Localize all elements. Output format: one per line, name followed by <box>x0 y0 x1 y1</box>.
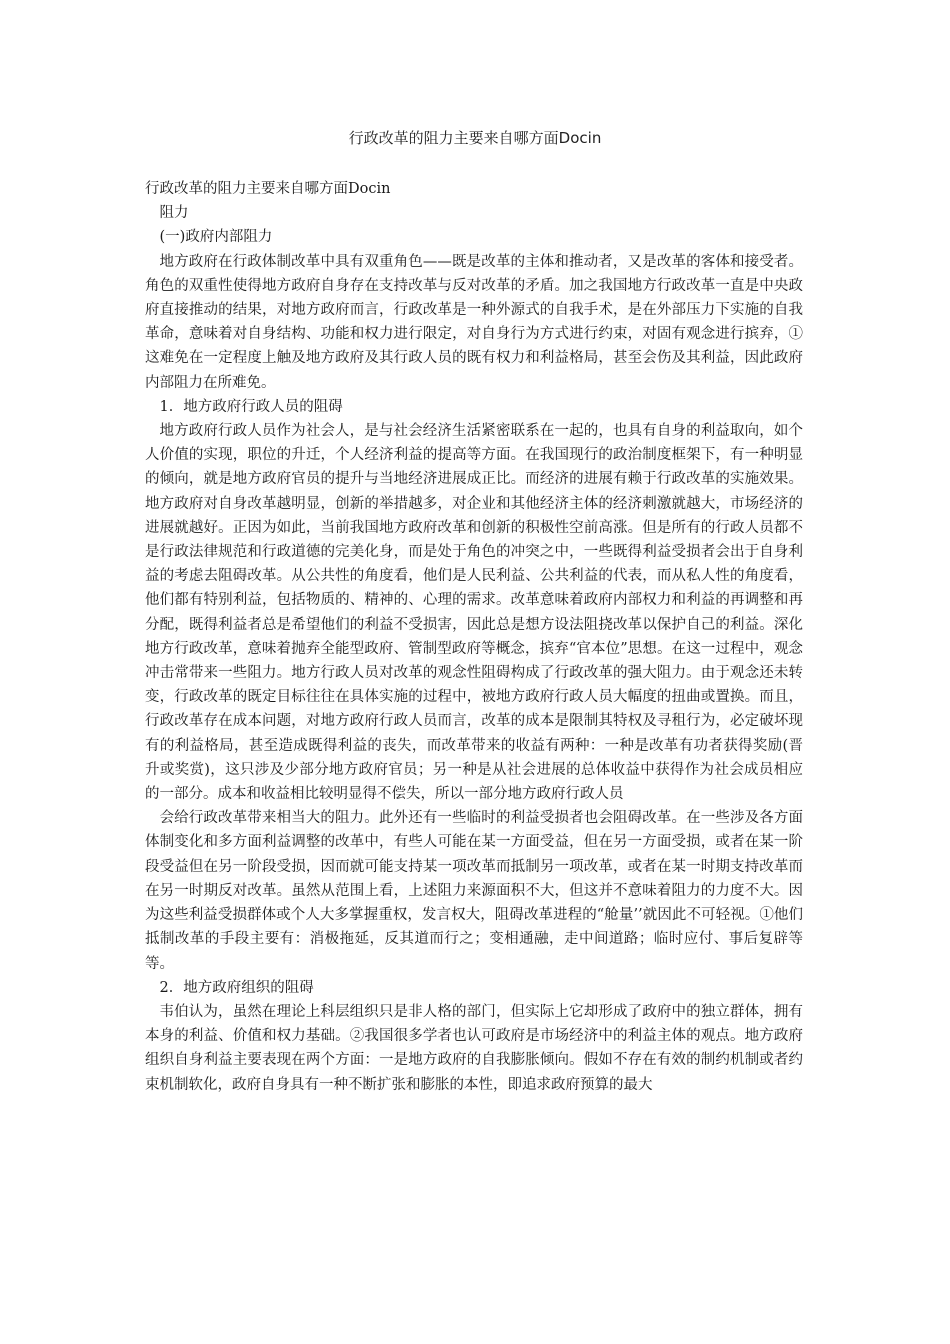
paragraph-dual-role: 地方政府在行政体制改革中具有双重角色——既是改革的主体和推动者，又是改革的客体和接受者。角色的双重性使得地方政府自身存在支持改革与反对改革的矛盾。加之我国地方行政改革一直是中央政府直接推动的结果，对地方政府而言，行政改革是一种外源式的自我手术，是在外部压力下实施的自我革命，意味着对自身结构、功能和权力进行限定，对自身行为方式进行约束，对固有观念进行摈弃，①这难免在一定程度上触及地方政府及其行政人员的既有权力和利益格局，甚至会伤及其利益，因此政府内部阻力在所难免。 <box>145 253 803 391</box>
paragraph-staff-interests: 地方政府行政人员作为社会人，是与社会经济生活紧密联系在一起的，也具有自身的利益取向，如个人价值的实现，职位的升迁，个人经济利益的提高等方面。在我国现行的政治制度框架下，有一种明显的倾向，就是地方政府官员的提升与当地经济进展成正比。而经济的进展有赖于行政改革的实施效果。地方政府对自身改革越明显，创新的举措越多，对企业和其他经济主体的经济刺激就越大，市场经济的进展就越好。正因为如此，当前我国地方政府改革和创新的积极性空前高涨。但是所有的行政人员都不是行政法律规范和行政道德的完美化身，而是处于角色的冲突之中，一些既得利益受损者会出于自身利益的考虑去阻碍改革。从公共性的角度看，他们是人民利益、公共利益的代表，而从私人性的角度看，他们都有特别利益，包括物质的、精神的、心理的需求。改革意味着政府内部权力和利益的再调整和再分配，既得利益者总是希望他们的利益不受损害，因此总是想方设法阻挠改革以保护自己的利益。深化地方行政改革，意味着抛弃全能型政府、管制型政府等概念，摈弃“官本位”思想。在这一过程中，观念冲击常带来一些阻力。地方行政人员对改革的观念性阻碍构成了行政改革的强大阻力。由于观念还未转变，行政改革的既定目标往往在具体实施的过程中，被地方政府行政人员大幅度的扭曲或置换。而且，行政改革存在成本问题，对地方政府行政人员而言，改革的成本是限制其特权及寻租行为，必定破坏现有的利益格局，甚至造成既得利益的丧失，而改革带来的收益有两种：一种是改革有功者获得奖励(晋升或奖赏)，这只涉及少部分地方政府官员；另一种是从社会进展的总体收益中获得作为社会成员相应的一部分。成本和收益相比较明显得不偿失，所以一部分地方政府行政人员 <box>145 423 803 803</box>
section-heading-resistance: 阻力 <box>159 205 189 222</box>
body-heading: 行政改革的阻力主要来自哪方面Docin <box>145 181 391 197</box>
heading-organization-obstruction: 2．地方政府组织的阻碍 <box>159 979 314 996</box>
heading-staff-obstruction: 1．地方政府行政人员的阻碍 <box>159 398 343 415</box>
document-title: 行政改革的阻力主要来自哪方面Docin <box>348 129 602 147</box>
subsection-heading-internal: (一)政府内部阻力 <box>159 229 273 246</box>
paragraph-temporary-losers: 会给行政改革带来相当大的阻力。此外还有一些临时的利益受损者也会阻碍改革。在一些涉及各方面体制变化和多方面利益调整的改革中，有些人可能在某一方面受益，但在另一方面受损，或者在某一阶段受益但在另一阶段受损，因而就可能支持某一项改革而抵制另一项改革，或者在某一时期支持改革而在另一时期反对改革。虽然从范围上看，上述阻力来源面积不大，但这并不意味着阻力的力度不大。因为这些利益受损群体或个人大多掌握重权，发言权大，阻碍改革进程的“舱量’’就因此不可轻视。①他们抵制改革的手段主要有：消极拖延，反其道而行之；变相通融，走中间道路；临时应付、事后复辟等等。 <box>145 810 803 972</box>
document-body <box>145 177 803 1097</box>
paragraph-weber: 韦伯认为，虽然在理论上科层组织只是非人格的部门，但实际上它却形成了政府中的独立群体，拥有本身的利益、价值和权力基础。②我国很多学者也认可政府是市场经济中的利益主体的观点。地方政府组织自身利益主要表现在两个方面：一是地方政府的自我膨胀倾向。假如不存在有效的制约机制或者约束机制软化，政府自身具有一种不断扩张和膨胀的本性，即追求政府预算的最大 <box>145 1003 803 1093</box>
